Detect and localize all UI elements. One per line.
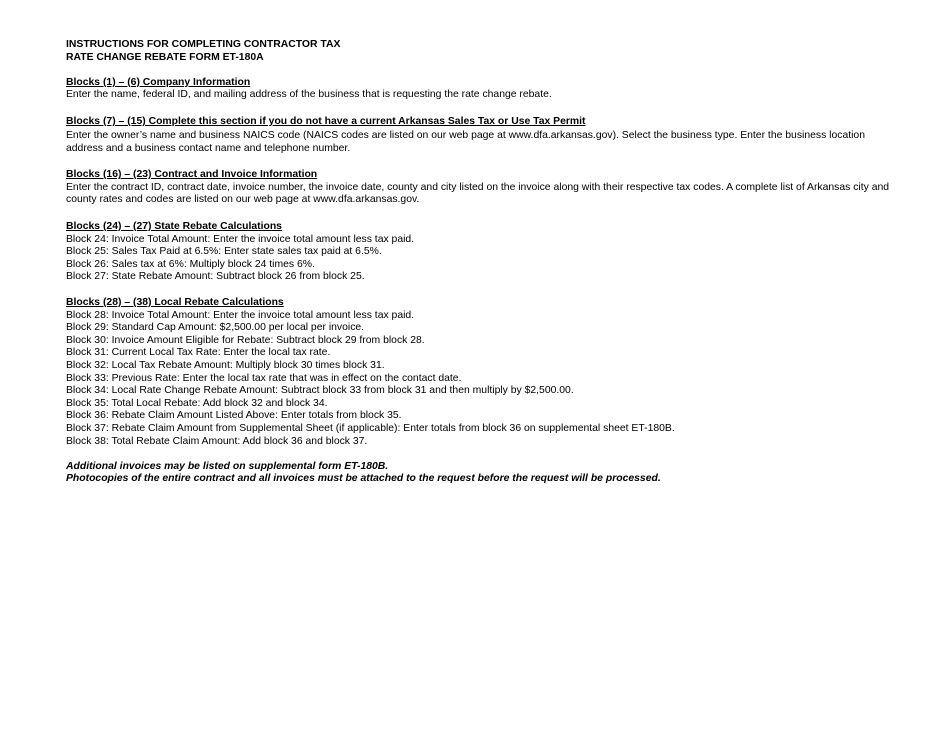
list-item: Block 34: Local Rate Change Rebate Amount: Subtract block 33 from block 31 and then multiply by $2,500.00. — [66, 385, 574, 397]
footer-notes — [66, 461, 890, 486]
list-item: Block 33: Previous Rate: Enter the local tax rate that was in effect on the contact date. — [66, 372, 462, 384]
list-item: Block 31: Current Local Tax Rate: Enter the local tax rate. — [66, 347, 331, 359]
list-item: Block 27: State Rebate Amount: Subtract block 26 from block 25. — [66, 271, 365, 283]
list-item: Block 29: Standard Cap Amount: $2,500.00 per local per invoice. — [66, 322, 365, 334]
section-heading: Blocks (1) – (6) Company Information — [66, 76, 251, 88]
list-item: Block 30: Invoice Amount Eligible for Rebate: Subtract block 29 from block 28. — [66, 334, 425, 346]
section-company-information — [66, 77, 890, 102]
list-item: Block 28: Invoice Total Amount: Enter the invoice total amount less tax paid. — [66, 309, 415, 321]
list-item: Block 26: Sales tax at 6%: Multiply block 24 times 6%. — [66, 258, 315, 270]
title-line-2: RATE CHANGE REBATE FORM ET-180A — [66, 51, 264, 63]
section-heading: Blocks (16) – (23) Contract and Invoice Information — [66, 169, 318, 181]
footer-note-photocopies: Photocopies of the entire contract and all invoices must be attached to the request before the request will be processed. — [66, 473, 661, 485]
section-heading: Blocks (7) – (15) Complete this section if you do not have a current Arkansas Sales Tax or Use Tax Permit — [66, 115, 586, 127]
section-text: Enter the contract ID, contract date, invoice number, the invoice date, county and city listed on the invoice along with their respective tax codes. A complete list of Arkansas city and county rates and codes are listed on our web page at www.dfa.arkansas.gov. — [66, 181, 890, 206]
title-line-1: INSTRUCTIONS FOR COMPLETING CONTRACTOR TAX — [66, 39, 341, 50]
instructions-page — [66, 39, 890, 486]
section-heading: Blocks (24) – (27) State Rebate Calculations — [66, 221, 282, 233]
section-local-rebate-calculations — [66, 297, 890, 448]
section-permit-information — [66, 116, 890, 155]
list-item: Block 36: Rebate Claim Amount Listed Above: Enter totals from block 35. — [66, 410, 402, 422]
section-text: Enter the owner’s name and business NAICS code (NAICS codes are listed on our web page at www.dfa.arkansas.gov). Select the business type. Enter the business location address and a business contact name and telephone number. — [66, 130, 865, 154]
section-state-rebate-calculations — [66, 221, 890, 284]
section-heading: Blocks (28) – (38) Local Rebate Calculations — [66, 297, 284, 308]
list-item: Block 32: Local Tax Rebate Amount: Multiply block 30 times block 31. — [66, 359, 385, 371]
document-title — [66, 39, 890, 64]
list-item: Block 37: Rebate Claim Amount from Supplemental Sheet (if applicable): Enter totals from block 36 on supplemental sheet ET-180B. — [66, 422, 675, 434]
footer-note-supplemental-form: Additional invoices may be listed on supplemental form ET-180B. — [66, 460, 389, 472]
list-item: Block 35: Total Local Rebate: Add block 32 and block 34. — [66, 397, 328, 409]
section-text: Enter the name, federal ID, and mailing address of the business that is requesting the rate change rebate. — [66, 89, 552, 101]
list-item: Block 38: Total Rebate Claim Amount: Add block 36 and block 37. — [66, 435, 368, 447]
section-contract-invoice-information — [66, 169, 890, 207]
list-item: Block 24: Invoice Total Amount: Enter the invoice total amount less tax paid. — [66, 233, 415, 245]
list-item: Block 25: Sales Tax Paid at 6.5%: Enter state sales tax paid at 6.5%. — [66, 246, 382, 258]
